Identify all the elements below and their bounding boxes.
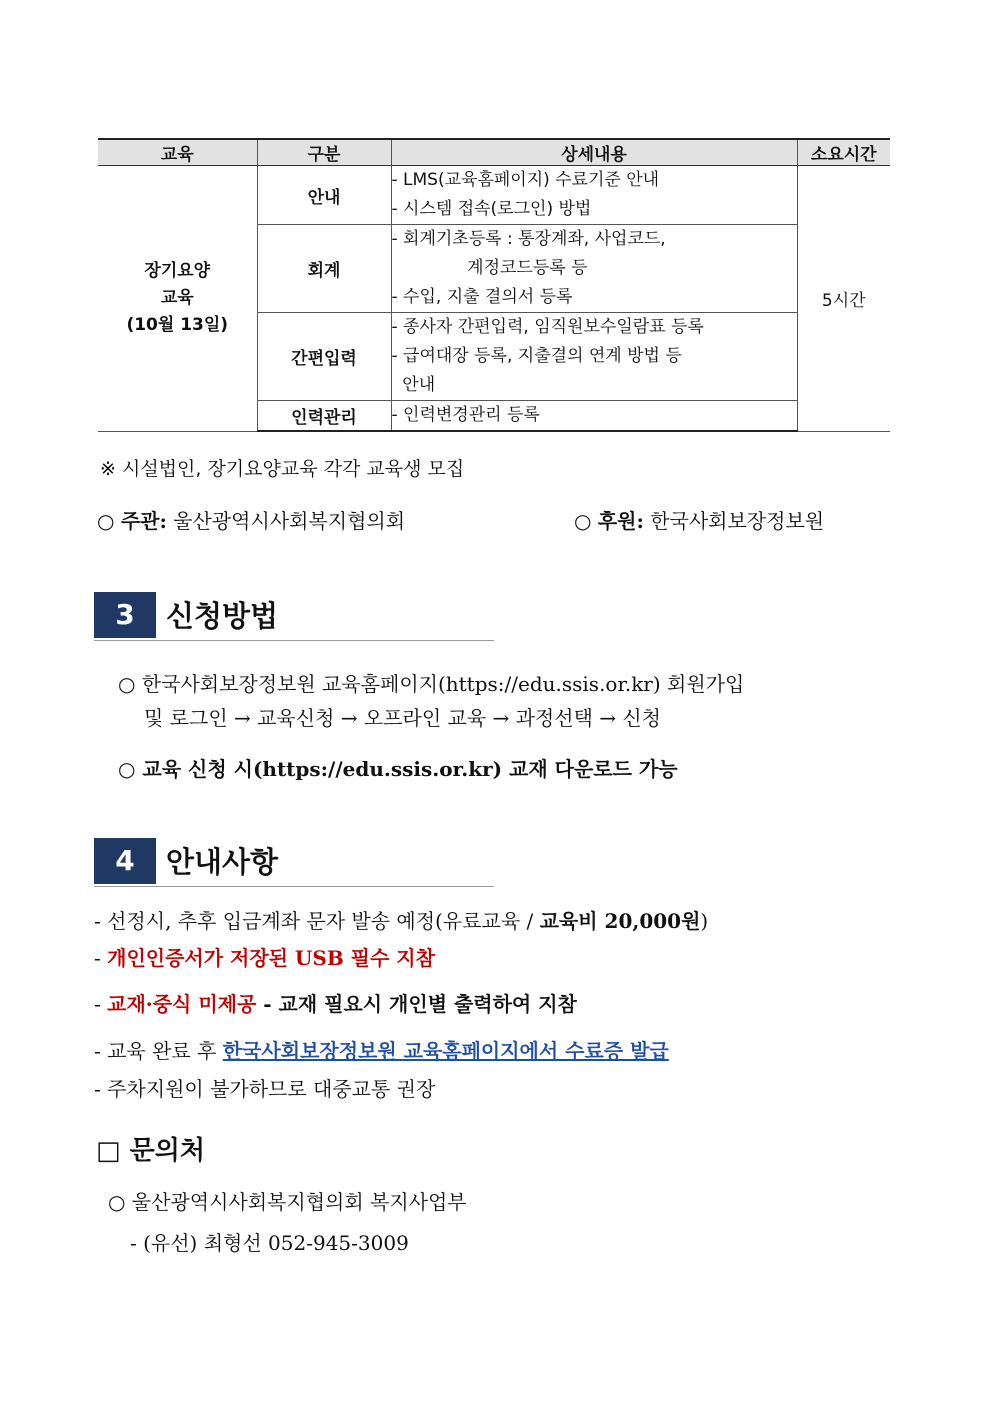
detail-line: - 종사자 간편입력, 임직원보수일람표 등록 <box>391 317 704 337</box>
material-download-note: ○ 교육 신청 시(https://edu.ssis.or.kr) 교재 다운로드 가능 <box>118 757 678 781</box>
category-cell: 안내 <box>257 166 391 225</box>
recruitment-note: ※ 시설법인, 장기요양교육 각각 교육생 모집 <box>100 458 465 480</box>
section-heading-notice <box>94 838 494 887</box>
section-number-badge: 3 <box>94 592 156 638</box>
detail-line: - 급여대장 등록, 지출결의 연계 방법 등 <box>391 346 682 366</box>
category-cell: 인력관리 <box>257 401 391 432</box>
notice-line <box>94 942 435 971</box>
detail-line: 안내 <box>391 375 436 395</box>
category-cell: 회계 <box>257 225 391 313</box>
notice-dash: - <box>94 992 108 1016</box>
host-info: ○ 주관: 울산광역시사회복지협의회 <box>97 509 406 533</box>
apply-step-line: 및 로그인 → 교육신청 → 오프라인 교육 → 과정선택 → 신청 <box>144 706 662 730</box>
detail-cell <box>391 401 797 432</box>
section-title: 안내사항 <box>166 845 279 879</box>
host-bullet: ○ <box>97 509 115 533</box>
notice-dash: - <box>94 946 108 970</box>
detail-line: 계정코드등록 등 <box>391 258 588 278</box>
section-title: 신청방법 <box>166 599 279 633</box>
sponsor-label: 후원 <box>597 509 637 533</box>
host-value: 울산광역시사회복지협의회 <box>173 509 406 533</box>
education-name-line: 장기요양 <box>144 260 211 281</box>
education-schedule-table <box>98 138 890 432</box>
notice-line <box>94 988 577 1017</box>
contact-organization: ○ 울산광역시사회복지협의회 복지사업부 <box>108 1190 467 1214</box>
section-number-badge: 4 <box>94 838 156 884</box>
host-label: 주관 <box>120 509 160 533</box>
duration-cell: 5시간 <box>797 166 890 432</box>
table-row <box>98 166 890 225</box>
header-details: 상세내용 <box>391 139 797 166</box>
sponsor-info: ○ 후원: 한국사회보장정보원 <box>574 509 825 533</box>
notice-line: - 주차지원이 불가하므로 대중교통 권장 <box>94 1077 436 1101</box>
table-header-row <box>98 139 890 166</box>
sponsor-value: 한국사회보장정보원 <box>650 509 825 533</box>
education-name-line: 교육 <box>160 287 194 308</box>
detail-line: - LMS(교육홈페이지) 수료기준 안내 <box>391 170 660 190</box>
sponsor-bullet: ○ <box>574 509 592 533</box>
detail-line: - 시스템 접속(로그인) 방법 <box>391 199 592 219</box>
education-name-cell <box>98 166 257 432</box>
category-cell: 간편입력 <box>257 313 391 401</box>
apply-step-line: ○ 한국사회보장정보원 교육홈페이지(https://edu.ssis.or.kr) 회원가입 <box>118 672 745 696</box>
notice-text: - 선정시, 추후 입금계좌 문자 발송 예정(유료교육 / <box>94 909 540 933</box>
notice-text: ) <box>700 909 709 933</box>
usb-required-text: 개인인증서가 저장된 USB 필수 지참 <box>107 946 435 970</box>
contact-heading: □ 문의처 <box>96 1136 205 1166</box>
detail-line: - 수입, 지출 결의서 등록 <box>391 287 573 307</box>
fee-text: 교육비 20,000원 <box>539 909 701 933</box>
detail-line: - 회계기초등록 : 통장계좌, 사업코드, <box>391 229 666 249</box>
detail-cell <box>391 166 797 225</box>
notice-line <box>94 1035 669 1064</box>
education-date: (10월 13일) <box>126 314 229 335</box>
header-category: 구분 <box>257 139 391 166</box>
notice-line <box>94 905 708 934</box>
detail-cell <box>391 225 797 313</box>
detail-cell <box>391 313 797 401</box>
notice-text: - 교육 완료 후 <box>94 1039 223 1063</box>
header-education: 교육 <box>98 139 257 166</box>
certificate-link[interactable]: 한국사회보장정보원 교육홈페이지에서 수료증 발급 <box>222 1039 669 1063</box>
notice-text: - 교재 필요시 개인별 출력하여 지참 <box>256 992 577 1016</box>
section-heading-apply <box>94 592 494 641</box>
contact-phone: - (유선) 최형선 052-945-3009 <box>130 1231 409 1255</box>
no-material-text: 교재·중식 미제공 <box>107 992 257 1016</box>
detail-line: - 인력변경관리 등록 <box>391 405 540 425</box>
header-duration: 소요시간 <box>797 139 890 166</box>
